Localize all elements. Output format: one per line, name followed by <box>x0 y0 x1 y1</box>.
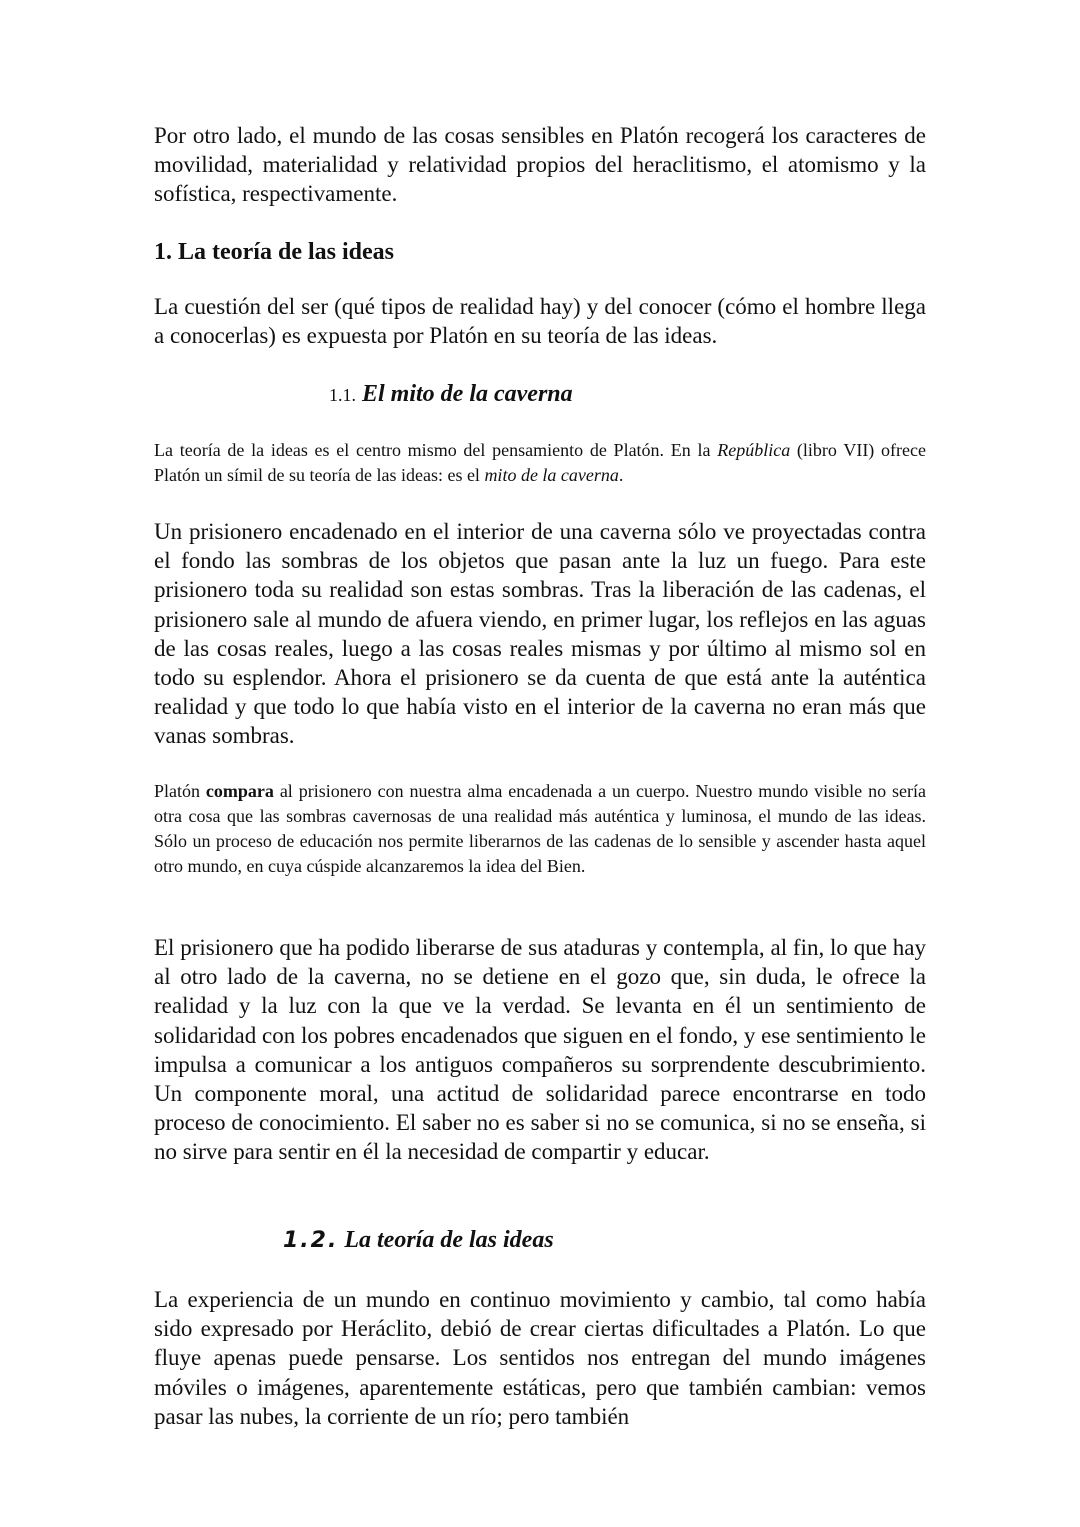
ideas-theory-paragraph: La experiencia de un mundo en continuo movimiento y cambio, tal como había sido expresado por Heráclito, debió de crear ciertas dificultades a Platón. Lo que fluye apenas puede pensarse. Los sentidos nos entregan del mundo imágenes móviles o imágenes, aparentemente estáticas, pero que también cambian: vemos pasar las nubes, la corriente de un río; pero también <box>154 1287 926 1429</box>
subsection-heading-1-1 <box>329 379 573 410</box>
subsection-title: La teoría de las ideas <box>344 1227 554 1253</box>
section-heading: 1. La teoría de las ideas <box>154 239 394 265</box>
prisoner-solidarity-paragraph: El prisionero que ha podido liberarse de sus ataduras y contempla, al fin, lo que hay al otro lado de la caverna, no se detiene en el gozo que, sin duda, le ofrece la realidad y la luz con la que ve la verdad. Se levanta en él un sentimiento de solidaridad con los pobres encadenados que siguen en el fondo, y ese sentimiento le impulsa a comunicar a los antiguos compañeros su sorprendente descubrimiento. Un componente moral, una actitud de solidaridad parece encontrarse en todo proceso de conocimiento. El saber no es saber si no se comunica, si no se enseña, si no sirve para sentir en él la necesidad de compartir y educar. <box>154 935 926 1165</box>
section-intro-paragraph: La cuestión del ser (qué tipos de realidad hay) y del conocer (cómo el hombre llega a conocerlas) es expuesta por Platón en su teoría de las ideas. <box>154 294 926 349</box>
bold-term: compara <box>205 781 274 801</box>
small-paragraph-compara: Platón compara al prisionero con nuestra alma encadenada a un cuerpo. Nuestro mundo visible no sería otra cosa que las sombras cavernosas de una realidad más auténtica y luminosa, el mundo de las ideas. Sólo un proceso de educación nos permite liberarnos de las cadenas de lo sensible y ascender hasta aquel otro mundo, en cuya cúspide alcanzaremos la idea del Bien. <box>154 781 926 876</box>
small-paragraph-republica: La teoría de la ideas es el centro mismo del pensamiento de Platón. En la República (libro VII) ofrece Platón un símil de su teoría de las ideas: es el mito de la caverna. <box>154 440 926 485</box>
subsection-number: 1.2. <box>283 1228 339 1253</box>
subsection-title: El mito de la caverna <box>362 381 573 407</box>
book-title: República <box>717 440 791 460</box>
intro-paragraph: Por otro lado, el mundo de las cosas sensibles en Platón recogerá los caracteres de movilidad, materialidad y relatividad propios del heraclitismo, el atomismo y la sofística, respectivamente. <box>154 123 926 207</box>
subsection-number: 1.1. <box>329 385 356 405</box>
subsection-heading-1-2 <box>283 1225 554 1256</box>
cave-story-paragraph: Un prisionero encadenado en el interior de una caverna sólo ve proyectadas contra el fondo las sombras de los objetos que pasan ante la luz un fuego. Para este prisionero toda su realidad son estas sombras. Tras la liberación de las cadenas, el prisionero sale al mundo de afuera viendo, en primer lugar, los reflejos en las aguas de las cosas reales, luego a las cosas reales mismas y por último al mismo sol en todo su esplendor. Ahora el prisionero se da cuenta de que está ante la auténtica realidad y que todo lo que había visto en el interior de la caverna no eran más que vanas sombras. <box>154 519 926 749</box>
myth-name: mito de la caverna <box>484 465 619 485</box>
